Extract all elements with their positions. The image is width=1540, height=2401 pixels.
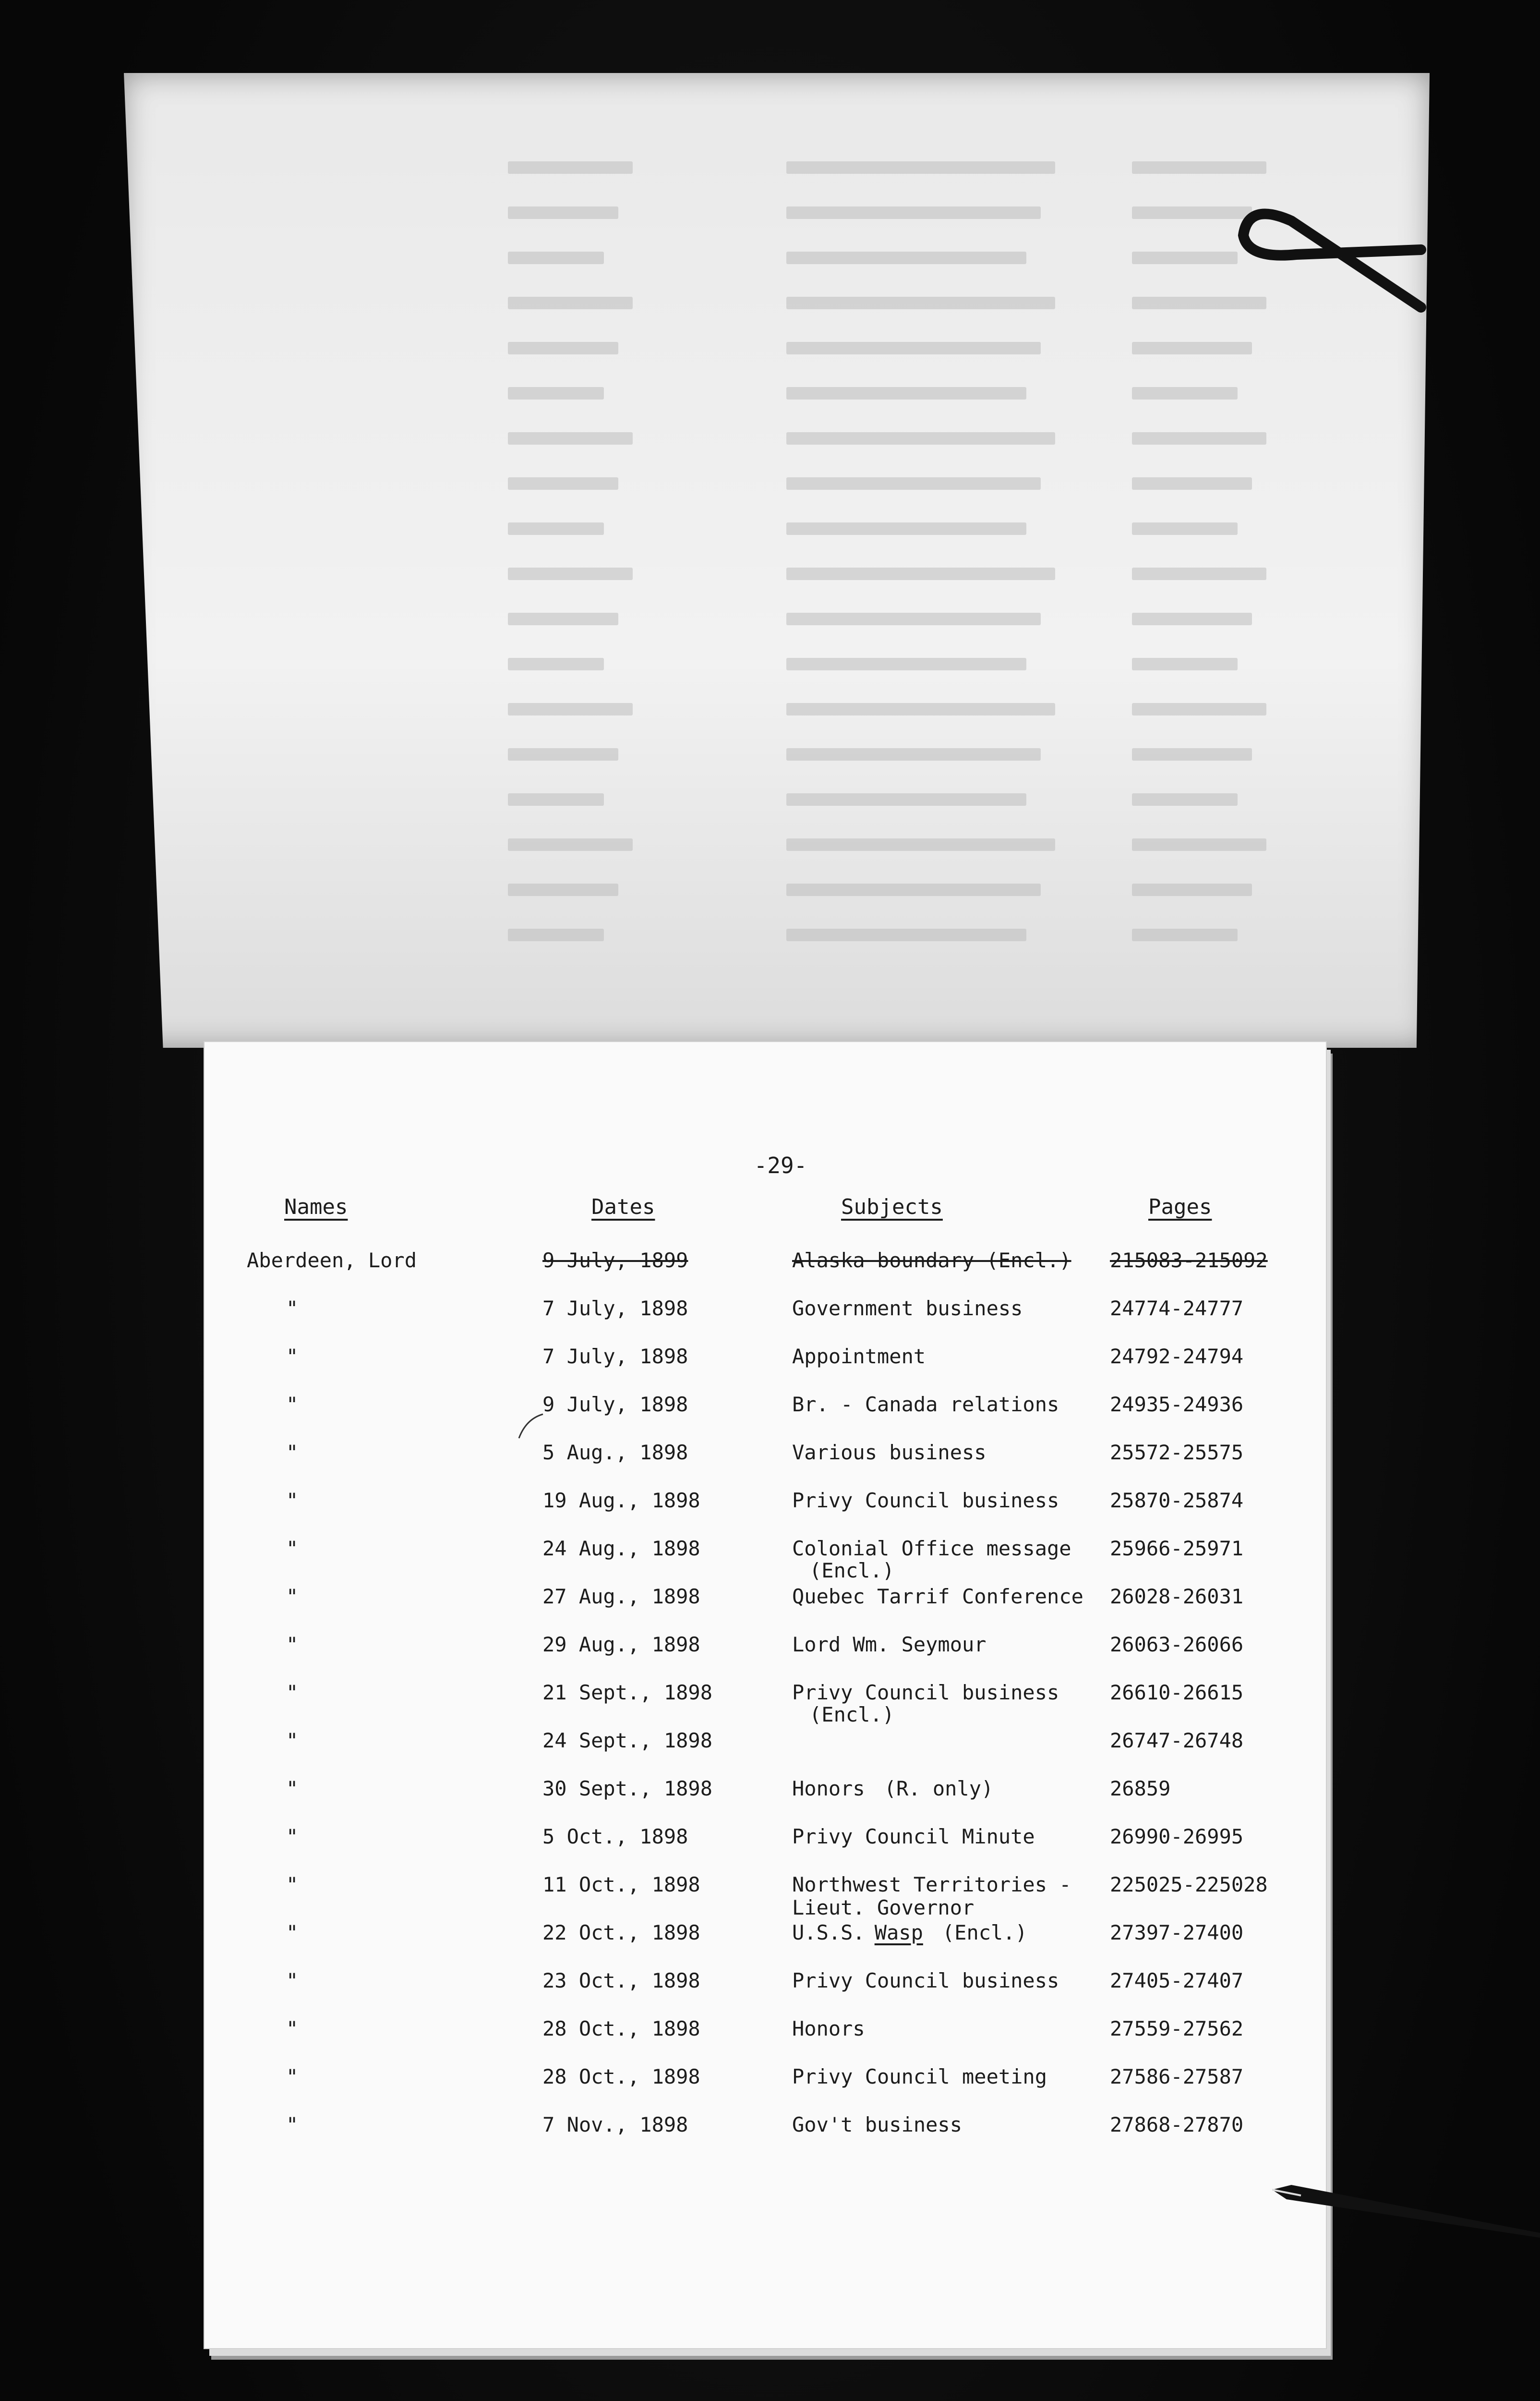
row-ditto: " <box>286 2017 299 2040</box>
row-date: 28 Oct., 1898 <box>542 2017 700 2040</box>
row-subject-text: Northwest Territories - <box>792 1873 1071 1896</box>
ghost-text-block <box>508 929 604 941</box>
ghost-row <box>124 606 1430 625</box>
row-subject <box>792 1921 1027 1945</box>
ghost-text-block <box>1132 252 1238 264</box>
ghost-row <box>124 335 1430 354</box>
table-row <box>205 1393 1326 1441</box>
row-date: 11 Oct., 1898 <box>542 1873 700 1896</box>
row-subject <box>792 1249 1071 1273</box>
table-row <box>205 1825 1326 1873</box>
row-ditto: " <box>286 1873 299 1896</box>
ghost-text-block <box>1132 342 1252 354</box>
table-row <box>205 1921 1326 1969</box>
table-row <box>205 1537 1326 1585</box>
row-ditto: " <box>286 1393 299 1416</box>
row-pages: 26747-26748 <box>1110 1729 1244 1752</box>
ghost-text-block <box>508 703 633 715</box>
pointer-stylus-icon <box>1272 2180 1540 2238</box>
ghost-text-block <box>508 522 604 535</box>
ghost-row <box>124 380 1430 400</box>
ghost-text-block <box>508 658 604 670</box>
row-name: Aberdeen, Lord <box>247 1249 417 1272</box>
row-pages: 24792-24794 <box>1110 1345 1244 1368</box>
row-subject <box>792 2113 962 2137</box>
ghost-text-block <box>508 252 604 264</box>
ghost-text-block <box>1132 387 1238 400</box>
row-pages: 225025-225028 <box>1110 1873 1268 1896</box>
row-subject <box>792 1633 987 1657</box>
table-row <box>205 2113 1326 2161</box>
row-subject-text: Privy Council business <box>792 1969 1059 1992</box>
ghost-text-block <box>1132 658 1238 670</box>
ghost-text-block <box>1132 161 1266 174</box>
row-subject-text: Gov't business <box>792 2113 962 2136</box>
row-subject-text: Privy Council business <box>792 1489 1059 1512</box>
row-subject <box>792 1393 1059 1417</box>
row-pages: 25966-25971 <box>1110 1537 1244 1560</box>
row-date: 7 Nov., 1898 <box>542 2113 688 2136</box>
row-subject-text: Colonial Office message <box>792 1537 1071 1560</box>
header-names: Names <box>284 1195 348 1219</box>
ghost-text-block <box>508 387 604 400</box>
ghost-text-block <box>786 432 1055 445</box>
ghost-row <box>124 425 1430 445</box>
row-subject <box>792 2065 1047 2089</box>
ghost-text-block <box>508 568 633 580</box>
row-date: 5 Aug., 1898 <box>542 1441 688 1464</box>
row-date: 30 Sept., 1898 <box>542 1777 713 1800</box>
row-subject-line2: Lieut. Governor <box>792 1896 975 1919</box>
row-date: 5 Oct., 1898 <box>542 1825 688 1848</box>
ghost-text-block <box>1132 568 1266 580</box>
ghost-text-block <box>508 432 633 445</box>
table-row <box>205 1969 1326 2017</box>
row-pages: 25572-25575 <box>1110 1441 1244 1464</box>
row-subject-text: Honors <box>792 2017 865 2040</box>
row-subject <box>792 1345 926 1369</box>
ghost-text-block <box>786 342 1041 354</box>
row-pages: 26990-26995 <box>1110 1825 1244 1848</box>
row-pages: 24774-24777 <box>1110 1297 1244 1320</box>
pencil-mark-icon <box>517 1412 545 1441</box>
row-subject <box>792 2017 865 2041</box>
index-page <box>205 1042 1326 2348</box>
page-number: -29- <box>754 1152 807 1178</box>
row-ditto: " <box>286 1777 299 1800</box>
ghost-text-block <box>1132 703 1266 715</box>
ghost-text-block <box>508 161 633 174</box>
row-pages: 25870-25874 <box>1110 1489 1244 1512</box>
row-ditto: " <box>286 1537 299 1560</box>
ghost-text-block <box>786 703 1055 715</box>
ghost-row <box>124 155 1430 174</box>
row-subject <box>792 1873 1071 1897</box>
row-subject-note: (R. only) <box>884 1777 994 1800</box>
row-ditto: " <box>286 1681 299 1704</box>
row-pages: 26859 <box>1110 1777 1171 1800</box>
row-subject-text: Privy Council Minute <box>792 1825 1035 1848</box>
row-subject-text: Alaska boundary (Encl.) <box>792 1249 1071 1272</box>
row-subject <box>792 1825 1035 1849</box>
row-date: 24 Aug., 1898 <box>542 1537 700 1560</box>
table-row <box>205 1873 1326 1921</box>
ghost-text-block <box>786 161 1055 174</box>
row-date: 22 Oct., 1898 <box>542 1921 700 1944</box>
ghost-text-block <box>786 658 1026 670</box>
row-subject <box>792 1777 993 1801</box>
ghost-text-block <box>508 838 633 851</box>
row-subject-text: Lord Wm. Seymour <box>792 1633 987 1656</box>
ghost-row <box>124 787 1430 806</box>
row-subject <box>792 1297 1023 1321</box>
ghost-text-block <box>508 793 604 806</box>
ghost-text-block <box>786 387 1026 400</box>
ghost-text-block <box>786 568 1055 580</box>
row-date: 21 Sept., 1898 <box>542 1681 713 1704</box>
table-row <box>205 1729 1326 1777</box>
ghost-text-block <box>786 206 1041 219</box>
row-subject <box>792 1585 1083 1609</box>
ghost-text-block <box>786 838 1055 851</box>
ghost-row <box>124 877 1430 896</box>
ghost-text-block <box>508 884 618 896</box>
row-subject <box>792 1441 987 1465</box>
row-date: 9 July, 1899 <box>542 1249 688 1272</box>
ghost-text-block <box>786 884 1041 896</box>
row-ditto: " <box>286 2113 299 2136</box>
ghost-text-block <box>786 929 1026 941</box>
ghost-text-block <box>508 342 618 354</box>
ghost-row <box>124 922 1430 941</box>
ghost-text-block <box>508 477 618 490</box>
header-pages: Pages <box>1148 1195 1212 1219</box>
row-subject-text: Quebec Tarrif Conference <box>792 1585 1083 1608</box>
ghost-row <box>124 561 1430 580</box>
row-subject-text: Honors <box>792 1777 865 1800</box>
ghost-text-block <box>786 748 1041 761</box>
row-subject-prefix: U.S.S. <box>792 1921 865 1944</box>
table-row <box>205 1297 1326 1345</box>
row-subject-encl: (Encl.) <box>809 1703 895 1726</box>
header-dates: Dates <box>591 1195 655 1219</box>
table-row <box>205 1249 1326 1297</box>
ghost-text-block <box>786 522 1026 535</box>
row-date: 28 Oct., 1898 <box>542 2065 700 2088</box>
row-subject-text: Br. - Canada relations <box>792 1393 1059 1416</box>
row-ditto: " <box>286 1825 299 1848</box>
row-pages: 27868-27870 <box>1110 2113 1244 2136</box>
row-ditto: " <box>286 1633 299 1656</box>
table-row <box>205 1441 1326 1489</box>
row-ditto: " <box>286 1585 299 1608</box>
row-date: 9 July, 1898 <box>542 1393 688 1416</box>
ghost-text-block <box>1132 838 1266 851</box>
ghost-text-block <box>1132 793 1238 806</box>
row-subject <box>792 1537 1071 1561</box>
row-subject-text: Privy Council meeting <box>792 2065 1047 2088</box>
ghost-text-block <box>508 748 618 761</box>
row-pages: 24935-24936 <box>1110 1393 1244 1416</box>
row-subject-text: Various business <box>792 1441 987 1464</box>
row-pages: 215083-215092 <box>1110 1249 1268 1272</box>
paperclip-icon <box>1229 192 1431 317</box>
row-ditto: " <box>286 1729 299 1752</box>
row-date: 24 Sept., 1898 <box>542 1729 713 1752</box>
row-subject-text: Privy Council business <box>792 1681 1059 1704</box>
ghost-text-block <box>508 206 618 219</box>
table-row <box>205 1777 1326 1825</box>
row-ditto: " <box>286 2065 299 2088</box>
table-row <box>205 1585 1326 1633</box>
table-row <box>205 1681 1326 1729</box>
row-pages: 27559-27562 <box>1110 2017 1244 2040</box>
row-ditto: " <box>286 1441 299 1464</box>
table-row <box>205 1345 1326 1393</box>
ghost-text-block <box>786 297 1055 309</box>
ghost-text-block <box>786 613 1041 625</box>
row-pages: 27586-27587 <box>1110 2065 1244 2088</box>
row-date: 19 Aug., 1898 <box>542 1489 700 1512</box>
table-row <box>205 2017 1326 2065</box>
ghost-text-block <box>786 477 1041 490</box>
ghost-text-block <box>1132 432 1266 445</box>
ghost-text-block <box>1132 929 1238 941</box>
row-subject <box>792 1969 1059 1993</box>
row-date: 23 Oct., 1898 <box>542 1969 700 1992</box>
table-row <box>205 1633 1326 1681</box>
ghost-row <box>124 696 1430 715</box>
row-pages: 26028-26031 <box>1110 1585 1244 1608</box>
row-subject-ship: Wasp <box>874 1921 923 1944</box>
row-pages: 26610-26615 <box>1110 1681 1244 1704</box>
ghost-text-block <box>1132 613 1252 625</box>
row-pages: 27405-27407 <box>1110 1969 1244 1992</box>
ghost-row <box>124 516 1430 535</box>
row-date: 7 July, 1898 <box>542 1297 688 1320</box>
table-row <box>205 1489 1326 1537</box>
row-subject <box>792 1489 1059 1513</box>
row-date: 29 Aug., 1898 <box>542 1633 700 1656</box>
row-pages: 27397-27400 <box>1110 1921 1244 1944</box>
row-subject <box>792 1681 1059 1705</box>
ghost-row <box>124 471 1430 490</box>
table-row <box>205 2065 1326 2113</box>
ghost-text-block <box>508 297 633 309</box>
row-date: 27 Aug., 1898 <box>542 1585 700 1608</box>
ghost-text-block <box>1132 522 1238 535</box>
ghost-row <box>124 651 1430 670</box>
ghost-text-block <box>1132 477 1252 490</box>
ghost-text-block <box>1132 884 1252 896</box>
ghost-text-block <box>786 252 1026 264</box>
header-subjects: Subjects <box>841 1195 943 1219</box>
row-ditto: " <box>286 1297 299 1320</box>
row-ditto: " <box>286 1921 299 1944</box>
row-subject-text: Appointment <box>792 1345 926 1368</box>
row-ditto: " <box>286 1969 299 1992</box>
ghost-text-block <box>786 793 1026 806</box>
row-subject-encl: (Encl.) <box>809 1559 895 1582</box>
row-ditto: " <box>286 1345 299 1368</box>
row-subject-text: Government business <box>792 1297 1023 1320</box>
row-pages: 26063-26066 <box>1110 1633 1244 1656</box>
row-ditto: " <box>286 1489 299 1512</box>
row-date: 7 July, 1898 <box>542 1345 688 1368</box>
row-subject-note: (Encl.) <box>942 1921 1027 1944</box>
ghost-row <box>124 741 1430 761</box>
ghost-text-block <box>508 613 618 625</box>
ghost-text-block <box>1132 748 1252 761</box>
ghost-row <box>124 832 1430 851</box>
